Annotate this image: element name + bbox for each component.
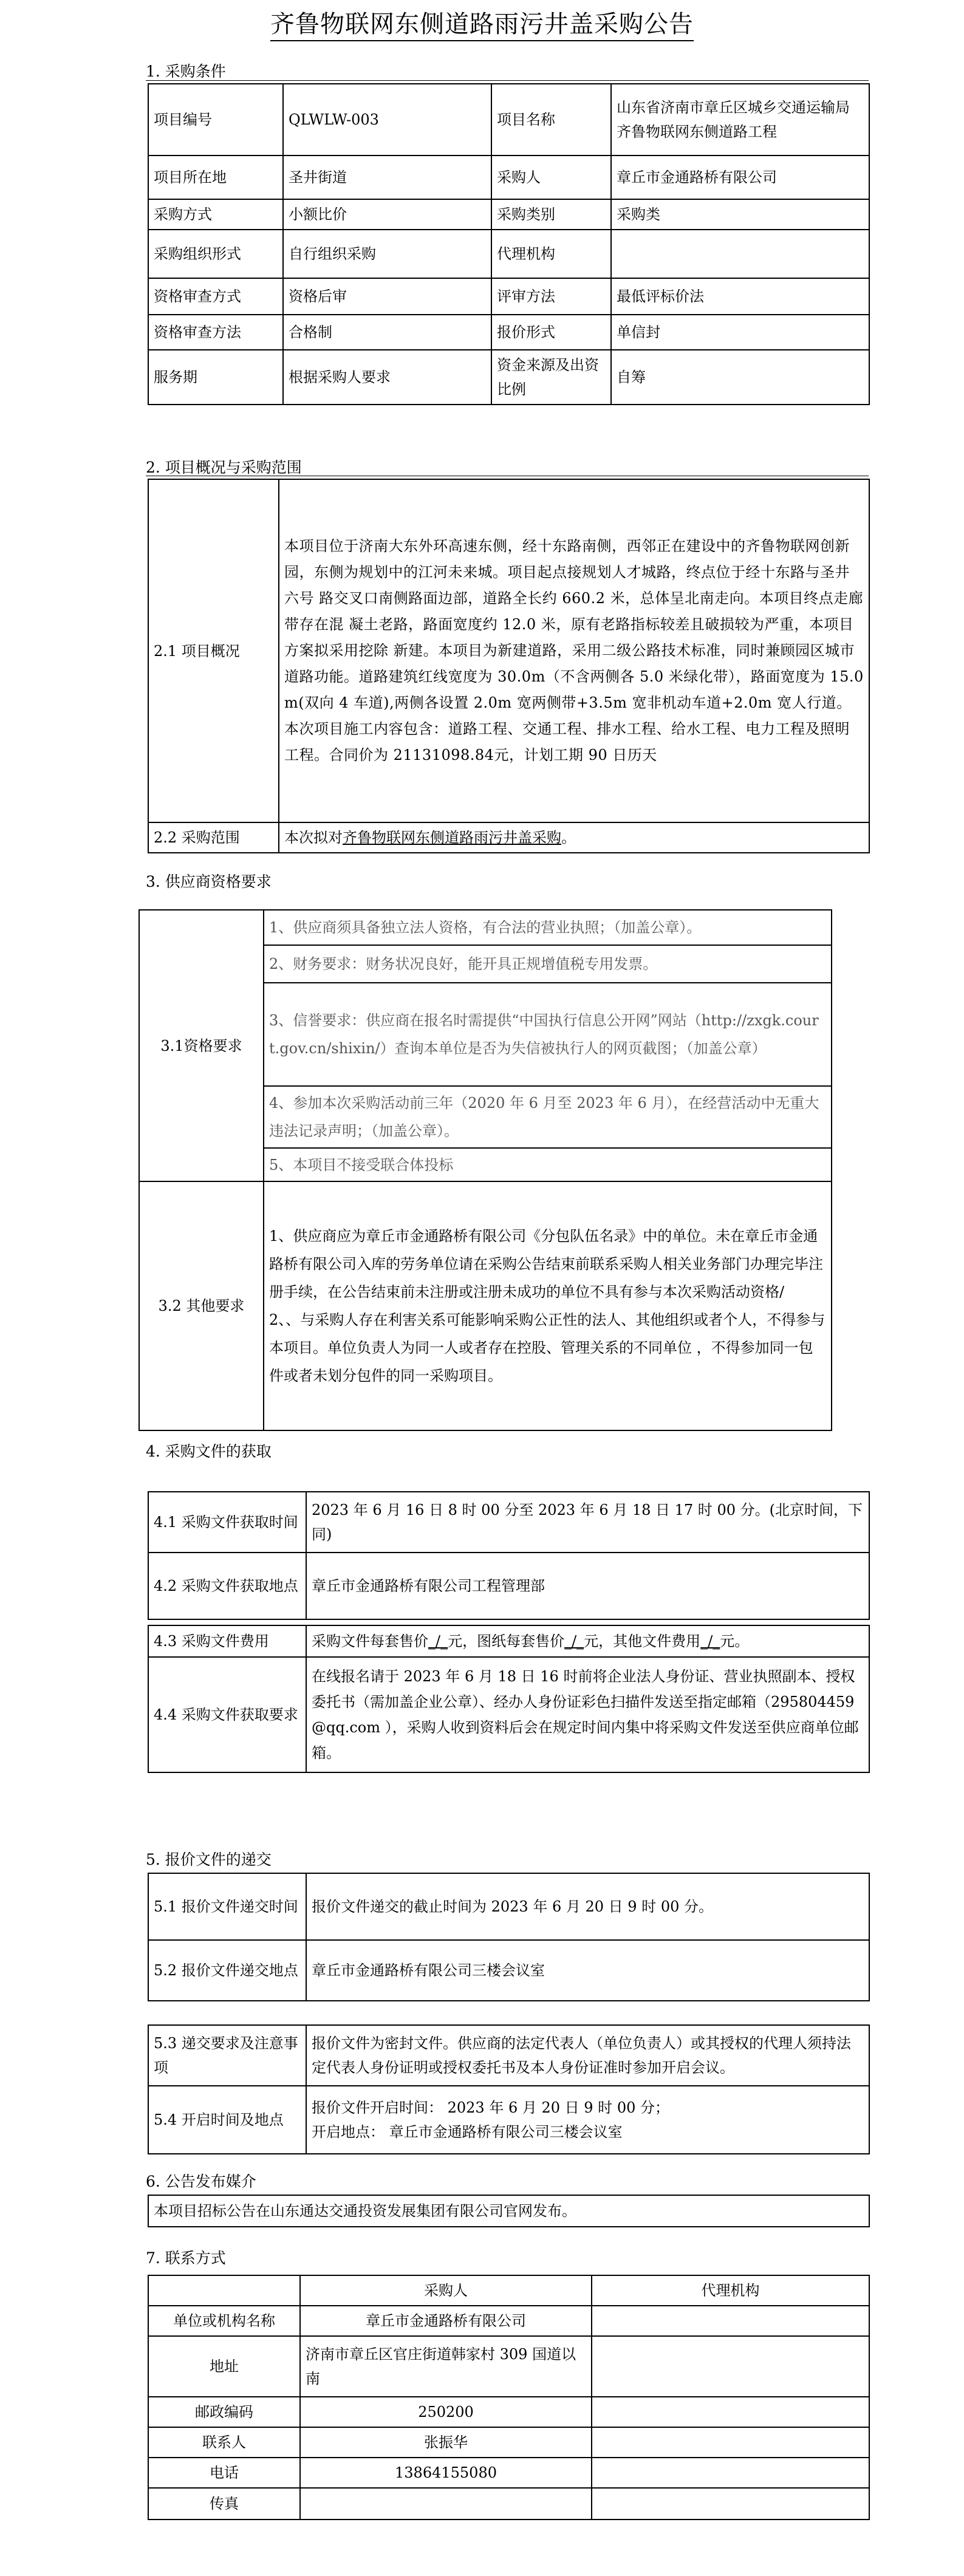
row-value: 报价文件递交的截止时间为 2023 年 6 月 20 日 9 时 00 分。 xyxy=(306,1873,869,1940)
contact-purchaser: 张振华 xyxy=(300,2427,592,2458)
row-value: 2023 年 6 月 16 日 8 时 00 分至 2023 年 6 月 18 日 17 时 00 分。(北京时间，下同) xyxy=(306,1492,869,1553)
table-row xyxy=(148,1940,869,2001)
publication-text: 本项目招标公告在山东通达交通投资发展集团有限公司官网发布。 xyxy=(148,2195,869,2227)
bid-submission-table-1 xyxy=(148,1873,870,2001)
cell-value: 资格后审 xyxy=(283,278,491,315)
cell-label: 报价形式 xyxy=(491,315,611,350)
row-value: 章丘市金通路桥有限公司三楼会议室 xyxy=(306,1940,869,2001)
cell-value: QLWLW-003 xyxy=(283,84,491,155)
contact-agency xyxy=(592,2427,869,2458)
publication-media-table xyxy=(148,2195,870,2227)
table-row xyxy=(148,2275,869,2306)
table-row xyxy=(139,910,832,945)
fee-text: 元，图纸每套售价 xyxy=(448,1633,565,1650)
cell-label: 项目编号 xyxy=(148,84,283,155)
table-row xyxy=(148,1625,869,1657)
cell-label: 采购方式 xyxy=(148,199,283,230)
opening-time: 报价文件开启时间： 2023 年 6 月 20 日 9 时 00 分； xyxy=(312,2099,669,2116)
overview-label: 2.1 项目概况 xyxy=(148,479,279,822)
table-row xyxy=(148,1657,869,1772)
table-row xyxy=(148,1873,869,1940)
row-value xyxy=(306,1625,869,1657)
other-requirements-label: 3.2 其他要求 xyxy=(139,1181,264,1430)
table-row xyxy=(148,2195,869,2227)
table-row xyxy=(148,2336,869,2397)
table-row xyxy=(148,315,869,350)
procurement-conditions-table xyxy=(148,83,870,405)
contact-label: 邮政编码 xyxy=(148,2397,300,2427)
scope-text xyxy=(279,822,869,853)
cell-value: 自筹 xyxy=(611,350,869,405)
table-row xyxy=(148,822,869,853)
row-label: 4.2 采购文件获取地点 xyxy=(148,1553,306,1619)
contact-label: 电话 xyxy=(148,2458,300,2488)
row-value: 章丘市金通路桥有限公司工程管理部 xyxy=(306,1553,869,1619)
cell-value: 圣井街道 xyxy=(283,155,491,199)
table-row xyxy=(148,155,869,199)
cell-label: 采购组织形式 xyxy=(148,230,283,278)
header-blank xyxy=(148,2275,300,2306)
fee-text: 采购文件每套售价 xyxy=(312,1633,428,1650)
cell-label: 资金来源及出资比例 xyxy=(491,350,611,405)
divider xyxy=(146,80,869,81)
cell-value: 山东省济南市章丘区城乡交通运输局齐鲁物联网东侧道路工程 xyxy=(611,84,869,155)
contact-agency xyxy=(592,2488,869,2520)
document-acquisition-table-1 xyxy=(148,1491,870,1620)
cell-value: 自行组织采购 xyxy=(283,230,491,278)
other-requirement-item: 1、供应商应为章丘市金通路桥有限公司《分包队伍名录》中的单位。未在章丘市金通路桥有限公司入库的劳务单位请在采购公告结束前联系采购人相关业务部门办理完毕注册手续，在公告结束前未注册或注册未成功的单位不具有参与本次采购活动资格/ xyxy=(269,1228,823,1300)
table-row xyxy=(148,350,869,405)
cell-value xyxy=(611,230,869,278)
cell-value: 章丘市金通路桥有限公司 xyxy=(611,155,869,199)
cell-value: 合格制 xyxy=(283,315,491,350)
cell-label: 资格审查方法 xyxy=(148,315,283,350)
contact-agency xyxy=(592,2306,869,2336)
contact-label: 单位或机构名称 xyxy=(148,2306,300,2336)
contact-label: 传真 xyxy=(148,2488,300,2520)
contact-table xyxy=(148,2275,870,2520)
bid-submission-table-2 xyxy=(148,2024,870,2154)
contact-purchaser xyxy=(300,2488,592,2520)
fee-blank: _/_ xyxy=(428,1633,448,1650)
section-heading-7: 7. 联系方式 xyxy=(146,2249,226,2267)
contact-agency xyxy=(592,2397,869,2427)
table-row xyxy=(148,2306,869,2336)
section-heading-6: 6. 公告发布媒介 xyxy=(146,2173,256,2190)
section-heading-3: 3. 供应商资格要求 xyxy=(146,873,272,890)
cell-label: 代理机构 xyxy=(491,230,611,278)
cell-label: 资格审查方式 xyxy=(148,278,283,315)
row-label: 5.1 报价文件递交时间 xyxy=(148,1873,306,1940)
contact-label: 地址 xyxy=(148,2336,300,2397)
table-row xyxy=(139,1181,832,1430)
table-row xyxy=(148,230,869,278)
qualification-item: 1、供应商须具备独立法人资格，有合法的营业执照；（加盖公章）。 xyxy=(264,910,832,945)
table-row xyxy=(148,2458,869,2488)
row-label: 5.3 递交要求及注意事项 xyxy=(148,2025,306,2086)
row-label: 5.4 开启时间及地点 xyxy=(148,2086,306,2154)
header-purchaser: 采购人 xyxy=(300,2275,592,2306)
cell-label: 项目名称 xyxy=(491,84,611,155)
row-label: 4.1 采购文件获取时间 xyxy=(148,1492,306,1553)
row-value xyxy=(306,2086,869,2154)
other-requirements xyxy=(264,1181,832,1430)
cell-label: 项目所在地 xyxy=(148,155,283,199)
contact-agency xyxy=(592,2336,869,2397)
opening-location: 开启地点： 章丘市金通路桥有限公司三楼会议室 xyxy=(312,2123,623,2140)
contact-purchaser: 13864155080 xyxy=(300,2458,592,2488)
cell-value: 根据采购人要求 xyxy=(283,350,491,405)
section-heading-4: 4. 采购文件的获取 xyxy=(146,1443,272,1460)
scope-project-name: 齐鲁物联网东侧道路雨污井盖采购 xyxy=(343,829,561,846)
overview-text: 本项目位于济南大东外环高速东侧，经十东路南侧，西邻正在建设中的齐鲁物联网创新园，东侧为规划中的江河未来城。项目起点接规划人才城路，终点位于经十东路与圣井六号 路交叉口南侧路面边部，道路全长约 660.2 米，总体呈北南走向。本项目终点走廊带存在混 凝土老路，路面宽度约 12.0 米，原有老路指标较差且破损较为严重，本项目方案拟采用挖除 新建。本项目为新建道路，采用二级公路技术标准，同时兼顾园区城市道路功能。道路建筑红线宽度为 30.0m（不含两侧各 5.0 米绿化带），路面宽度为 15.0m(双向 4 车道),两侧各设置 2.0m 宽两侧带+3.5m 宽非机动车道+2.0m 宽人行道。 本次项目施工内容包含：道路工程、交通工程、排水工程、给水工程、电力工程及照明工程。合同价为 21131098.84元，计划工期 90 日历天 xyxy=(279,479,869,822)
table-row xyxy=(148,2025,869,2086)
fee-text: 元。 xyxy=(720,1633,750,1650)
scope-suffix: 。 xyxy=(561,829,576,846)
table-row xyxy=(148,1553,869,1619)
section-heading-1: 1. 采购条件 xyxy=(146,63,226,80)
contact-purchaser: 济南市章丘区官庄街道韩家村 309 国道以南 xyxy=(300,2336,592,2397)
table-row xyxy=(148,479,869,822)
other-requirement-item: 2、、与采购人存在利害关系可能影响采购公正性的法人、其他组织或者个人，不得参与本项目。单位负责人为同一人或者存在控股、管理关系的不同单位 ，不得参加同一包件或者未划分包件的同一采购项目。 xyxy=(269,1311,826,1384)
contact-purchaser: 章丘市金通路桥有限公司 xyxy=(300,2306,592,2336)
table-row xyxy=(148,2427,869,2458)
page-title: 齐鲁物联网东侧道路雨污井盖采购公告 xyxy=(0,5,964,39)
qualification-label: 3.1资格要求 xyxy=(139,910,264,1181)
qualification-item: 3、信誉要求：供应商在报名时需提供“中国执行信息公开网”网站（http://zxgk.court.gov.cn/shixin/）查询本单位是否为失信被执行人的网页截图；（加盖公章） xyxy=(264,983,832,1086)
fee-blank: _/_ xyxy=(700,1633,720,1650)
contact-purchaser: 250200 xyxy=(300,2397,592,2427)
cell-label: 采购类别 xyxy=(491,199,611,230)
table-row xyxy=(148,2488,869,2520)
table-row xyxy=(148,278,869,315)
row-label: 4.4 采购文件获取要求 xyxy=(148,1657,306,1772)
table-row xyxy=(148,199,869,230)
section-heading-5: 5. 报价文件的递交 xyxy=(146,1851,272,1868)
cell-value: 最低评标价法 xyxy=(611,278,869,315)
header-agency: 代理机构 xyxy=(592,2275,869,2306)
cell-label: 服务期 xyxy=(148,350,283,405)
row-value: 报价文件为密封文件。供应商的法定代表人（单位负责人）或其授权的代理人须持法定代表人身份证明或授权委托书及本人身份证准时参加开启会议。 xyxy=(306,2025,869,2086)
table-row xyxy=(148,84,869,155)
supplier-qualification-table xyxy=(138,909,832,1431)
row-value: 在线报名请于 2023 年 6 月 18 日 16 时前将企业法人身份证、营业执照副本、授权委托书（需加盖企业公章）、经办人身份证彩色扫描件发送至指定邮箱（295804459@qq.com ），采购人收到资料后会在规定时间内集中将采购文件发送至供应商单位邮箱。 xyxy=(306,1657,869,1772)
cell-value: 小额比价 xyxy=(283,199,491,230)
project-overview-table xyxy=(148,479,870,853)
qualification-item: 5、本项目不接受联合体投标 xyxy=(264,1148,832,1181)
row-label: 5.2 报价文件递交地点 xyxy=(148,1940,306,2001)
scope-prefix: 本次拟对 xyxy=(284,829,343,846)
table-row xyxy=(148,2086,869,2154)
document-acquisition-table-2 xyxy=(148,1625,870,1773)
scope-label: 2.2 采购范围 xyxy=(148,822,279,853)
contact-label: 联系人 xyxy=(148,2427,300,2458)
cell-label: 评审方法 xyxy=(491,278,611,315)
cell-value: 单信封 xyxy=(611,315,869,350)
row-label: 4.3 采购文件费用 xyxy=(148,1625,306,1657)
qualification-item: 2、财务要求：财务状况良好，能开具正规增值税专用发票。 xyxy=(264,945,832,983)
section-heading-2: 2. 项目概况与采购范围 xyxy=(146,459,302,476)
cell-label: 采购人 xyxy=(491,155,611,199)
fee-text: 元，其他文件费用 xyxy=(584,1633,701,1650)
cell-value: 采购类 xyxy=(611,199,869,230)
table-row xyxy=(148,2397,869,2427)
qualification-item: 4、参加本次采购活动前三年（2020 年 6 月至 2023 年 6 月），在经营活动中无重大违法记录声明；（加盖公章）。 xyxy=(264,1086,832,1148)
table-row xyxy=(148,1492,869,1553)
fee-blank: _/_ xyxy=(564,1633,584,1650)
contact-agency xyxy=(592,2458,869,2488)
